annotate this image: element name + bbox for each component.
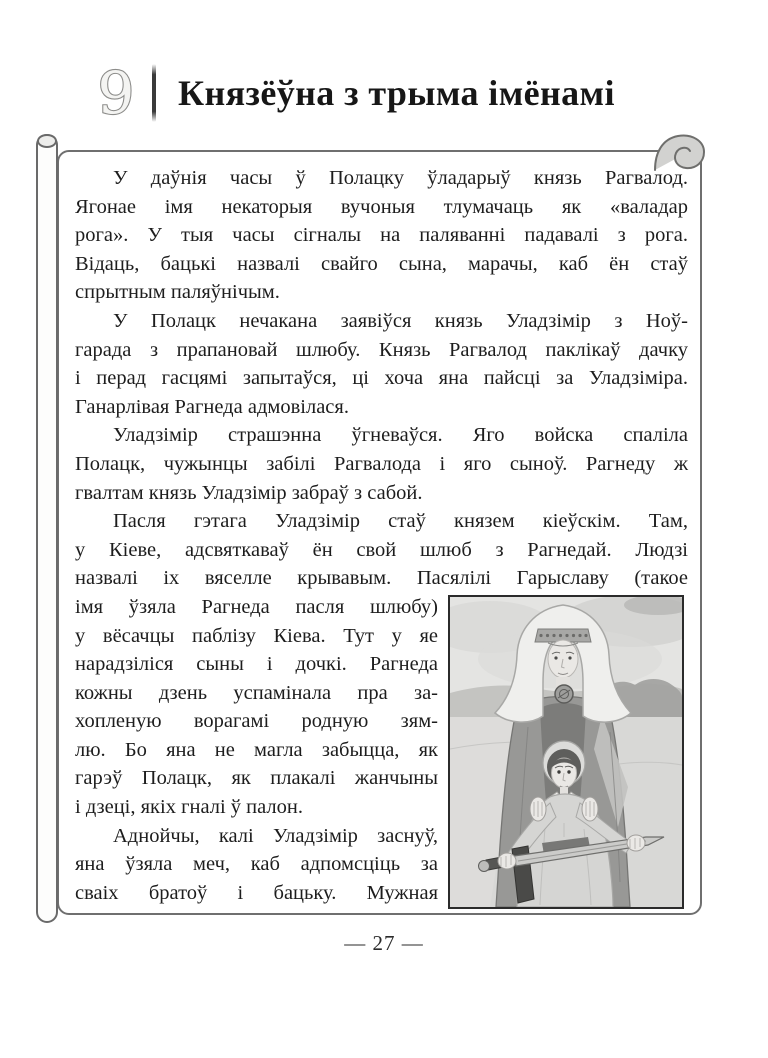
text-line: рога». У тыя часы сігналы на паляванні падавалі з рога. [75, 224, 688, 247]
woman-and-boy-with-sword-image [450, 597, 682, 907]
text-line: гарада з прапановай шлюбу. Князь Рагвалод паклікаў дачку [75, 338, 688, 361]
text-line: сваіх братоў і бацьку. Мужная [75, 881, 438, 904]
text-line: лю. Бо яна не магла забыцца, як [75, 738, 438, 761]
text-line: у вёсачцы паблізу Кіева. Тут у яе [75, 624, 438, 647]
text-line: нарадзіліся сыны і дочкі. Рагнеда [75, 653, 438, 676]
text-line: спрытным паляўнічым. [75, 281, 280, 304]
book-page [0, 58, 768, 1058]
text-line: Полацк, чужынцы забілі Рагвалода і яго сыноў. Рагнеду ж [75, 452, 688, 475]
paragraph [75, 421, 688, 507]
paragraph [75, 164, 688, 307]
svg-text:9: 9 [97, 61, 135, 125]
text-line: Відаць, бацькі назвалі свайго сына, марачы, каб ён стаў [75, 252, 688, 275]
story-text [75, 164, 688, 907]
lesson-title: Князёўна з трыма імёнамі [178, 73, 615, 113]
text-line: і дзеці, якіх гналі ў палон. [75, 796, 303, 819]
text-line: хопленую ворагамі родную зям- [75, 710, 438, 733]
scroll-rod-cap [37, 134, 57, 148]
text-line: Ягонае імя некаторыя вучоныя тлумачаць як «валадар [75, 195, 688, 218]
text-frame [57, 150, 702, 915]
header-divider [152, 64, 156, 122]
scroll-rod-icon [36, 134, 58, 923]
text-line: у Кіеве, адсвяткаваў ён свой шлюб з Рагнедай. Людзі [75, 538, 688, 561]
text-line: гарэў Полацк, як плакалі жанчыны [75, 767, 438, 790]
text-line: і перад гасцямі запытаўся, ці хоча яна пайсці за Уладзіміра. [75, 367, 688, 390]
text-line: У Полацк нечакана заявіўся князь Уладзімір з Ноў- [113, 309, 688, 332]
text-line: яна ўзяла меч, каб адпомсціць за [75, 853, 438, 876]
text-line: Аднойчы, калі Уладзімір заснуў, [113, 824, 438, 847]
text-line: гвалтам князь Уладзімір забраў з сабой. [75, 481, 423, 504]
text-line: Пасля гэтага Уладзімір стаў князем кіеўскім. Там, [113, 510, 688, 533]
text-line: імя ўзяла Рагнеда пасля шлюбу) [75, 595, 438, 618]
paragraph [75, 507, 688, 822]
scroll-frame [57, 150, 702, 915]
scroll-curl-icon [654, 133, 706, 171]
story-illustration [448, 595, 684, 909]
lesson-number [88, 61, 144, 125]
text-line: Уладзімір страшэнна ўгневаўся. Яго войска спаліла [113, 424, 688, 447]
lesson-header [0, 58, 768, 128]
page-number: — 27 — [344, 930, 424, 955]
text-line: кожны дзень успамінала пра за- [75, 681, 438, 704]
paragraph [75, 307, 688, 421]
text-line: Ганарлівая Рагнеда адмовілася. [75, 395, 349, 418]
text-line: У даўнія часы ў Полацку ўладарыў князь Рагвалод. [113, 167, 688, 189]
text-line: назвалі іх вяселле крывавым. Пасялілі Гарыславу (такое [75, 567, 688, 590]
